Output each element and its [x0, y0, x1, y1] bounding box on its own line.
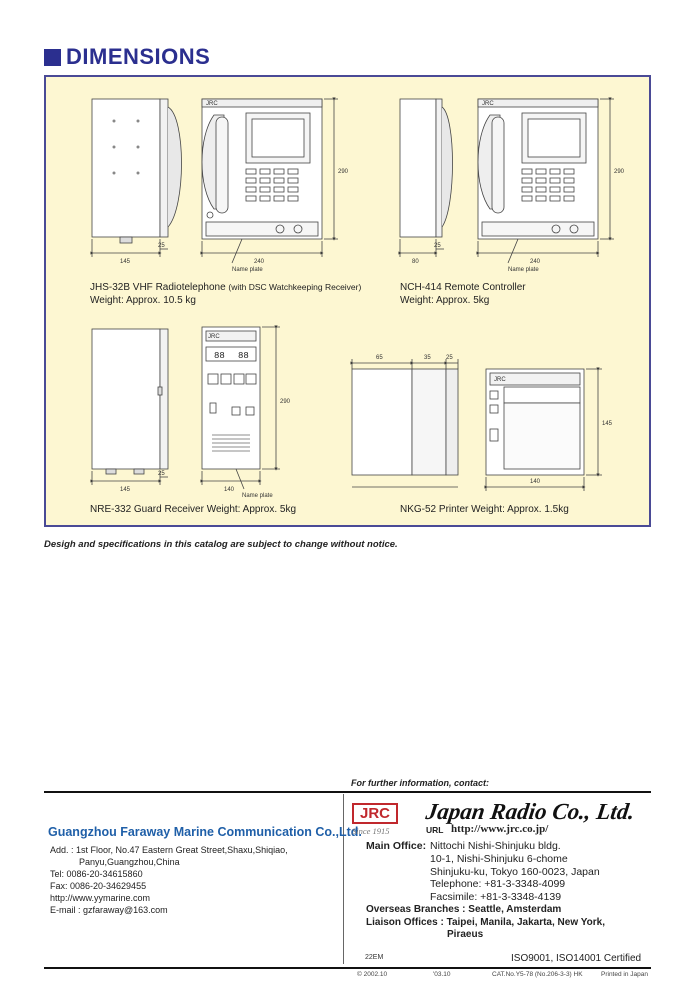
jhs-height-label: 290	[338, 169, 349, 175]
distributor-web-link[interactable]: http://www.yymarine.com	[50, 893, 151, 903]
jrc-liaison-cont: Piraeus	[447, 929, 484, 940]
jrc-company-name: Japan Radio Co., Ltd.	[424, 799, 637, 824]
jrc-overseas-branches: Overseas Branches : Seattle, Amsterdam	[366, 904, 562, 915]
nch-weight: Weight: Approx. 5kg	[400, 295, 490, 306]
nkg-height-label: 145	[602, 421, 613, 427]
nre-display-1: 88	[214, 351, 225, 361]
nkg-caption: NKG-52 Printer Weight: Approx. 1.5kg	[400, 504, 569, 515]
jhs-nameplate-label: Name plate	[232, 267, 263, 273]
nre-front-width-label: 140	[224, 487, 235, 493]
page-heading	[44, 44, 210, 70]
distributor-fax: Fax: 0086-20-34629455	[50, 881, 147, 891]
nre-nameplate-label: Name plate	[242, 493, 273, 499]
nkg-logo-label: JRC	[494, 377, 506, 383]
nch-logo-label: JRC	[482, 101, 494, 107]
nch-side-drawing	[400, 99, 453, 257]
distributor-address-1: Add. : 1st Floor, No.47 Eastern Great Street,Shaxu,Shiqiao,	[50, 845, 288, 855]
main-office-label-text: Main Office:	[366, 840, 427, 852]
jrc-main-office-label	[366, 840, 426, 853]
footer-copyright: © 2002.10	[357, 971, 388, 978]
distributor-tel: Tel: 0086-20-34615860	[50, 869, 143, 879]
footer-date: '03.10	[433, 971, 451, 978]
heading-square-icon	[44, 49, 61, 66]
jrc-main-office-line1: Nittochi Nishi-Shinjuku bldg.	[430, 840, 561, 852]
jhs-weight: Weight: Approx. 10.5 kg	[90, 295, 196, 306]
nkg-side-drawing	[352, 359, 458, 487]
nch-side-width-label: 80	[412, 259, 419, 265]
jrc-main-office-line2: 10-1, Nishi-Shinjuku 6-chome	[430, 853, 568, 865]
vertical-divider	[343, 794, 344, 964]
distributor-address-2: Panyu,Guangzhou,China	[79, 857, 180, 867]
iso-certification: ISO9001, ISO14001 Certified	[511, 953, 642, 964]
nkg-depth-25-label: 25	[446, 355, 453, 361]
change-notice: Desigh and specifications in this catalog are subject to change without notice.	[44, 539, 398, 550]
jrc-logo: JRC	[352, 803, 398, 824]
nch-handset-depth-label: 25	[434, 243, 441, 249]
nkg-depth-35-label: 35	[424, 355, 431, 361]
jrc-telephone: Telephone: +81-3-3348-4099	[430, 878, 566, 890]
catalog-code: 22EM	[365, 954, 384, 961]
nre-side-drawing	[92, 329, 168, 485]
distributor-name: Guangzhou Faraway Marine Communication Co.,Ltd.	[48, 825, 362, 839]
jrc-branches	[366, 903, 605, 929]
jrc-facsimile: Facsimile: +81-3-3348-4139	[430, 890, 562, 903]
jrc-liaison-offices: Liaison Offices : Taipei, Manila, Jakarta, New York,	[366, 917, 605, 928]
jhs-front-width-label: 240	[254, 259, 265, 265]
jhs-side-drawing	[92, 99, 182, 257]
nre-height-label: 290	[280, 399, 291, 405]
page-title: DIMENSIONS	[66, 44, 211, 69]
jrc-url-label: URL	[426, 825, 444, 835]
jrc-url-link[interactable]: http://www.jrc.co.jp/	[451, 823, 549, 835]
dimensions-panel	[44, 75, 651, 527]
distributor-contact	[50, 844, 288, 916]
jhs-caption-title: JHS-32B VHF Radiotelephone	[90, 282, 226, 293]
footer-catalog-number: CAT.No.Y5-78 (No.206-3-3) HK	[492, 971, 583, 978]
nkg-depth-65-label: 65	[376, 355, 383, 361]
nch-nameplate-label: Name plate	[508, 267, 539, 273]
jhs-logo-label: JRC	[206, 101, 218, 107]
jrc-main-office-address	[430, 853, 600, 903]
bottom-divider	[44, 967, 651, 969]
footer-printed: Printed in Japan	[601, 971, 648, 978]
jhs-side-width-label: 145	[120, 259, 131, 265]
nre-display-2: 88	[238, 351, 249, 361]
distributor-email-link[interactable]: E-mail : gzfaraway@163.com	[50, 905, 168, 915]
nre-side-depth-label: 25	[158, 471, 165, 477]
nre-side-width-label: 145	[120, 487, 131, 493]
jhs-caption-note: (with DSC Watchkeeping Receiver)	[228, 282, 362, 292]
nre-logo-label: JRC	[208, 334, 220, 340]
nkg-front-drawing	[486, 369, 602, 491]
nch-height-label: 290	[614, 169, 625, 175]
nkg-width-label: 140	[530, 479, 541, 485]
jhs-front-drawing	[202, 99, 338, 263]
further-info-label: For further information, contact:	[351, 778, 489, 788]
nch-caption-title: NCH-414 Remote Controller	[400, 282, 526, 293]
jhs-caption	[90, 281, 361, 307]
nch-front-drawing	[478, 99, 614, 263]
jhs-handset-depth-label: 25	[158, 243, 165, 249]
jrc-main-office-line3: Shinjuku-ku, Tokyo 160-0023, Japan	[430, 865, 600, 878]
nch-front-width-label: 240	[530, 259, 541, 265]
top-divider	[44, 791, 651, 793]
nre-caption: NRE-332 Guard Receiver Weight: Approx. 5kg	[90, 504, 297, 515]
nch-caption	[400, 281, 526, 307]
jrc-since: Since 1915	[352, 826, 390, 836]
